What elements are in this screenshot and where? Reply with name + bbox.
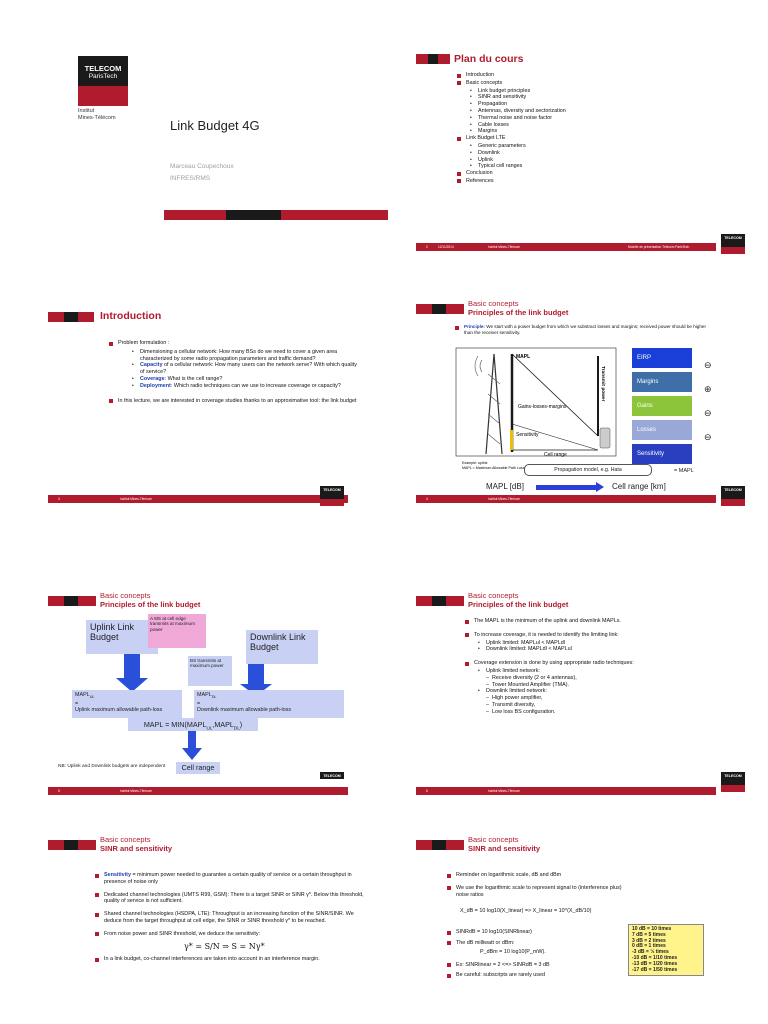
author: Marceau Coupechoux xyxy=(170,163,234,170)
page-number: 2 xyxy=(426,244,428,249)
dbm-formula: P_dBm = 10 log10(P_mW). xyxy=(480,948,546,955)
budget-box-losses: Losses xyxy=(632,420,692,440)
sub-bullet: • Downlink limited: MAPLdl < MAPLul xyxy=(464,646,734,653)
sub-sub-bullet: – Tower Mounted Amplifier (TMA). xyxy=(464,682,734,689)
bullet: The dB milliwatt or dBm: xyxy=(446,940,626,947)
sub-bullet: • Dimensioning a cellular network: How many BSs do we need to cover a given area characterized by some radio propagation parameters and traffic demand? xyxy=(118,349,358,363)
footer-date: 12/11/2014 xyxy=(438,244,454,249)
bullet: In a link budget, co-channel interferences are taken into account in an interference margin. xyxy=(94,956,364,963)
sign-icon: ⊖ xyxy=(704,360,712,370)
sign-icon: ⊖ xyxy=(704,432,712,442)
slide-body xyxy=(464,618,734,716)
sub-sub-bullet: – High power amplifier, xyxy=(464,695,734,702)
footer-org: Institut Mines-Télécom xyxy=(488,244,521,249)
bullet: References xyxy=(456,178,736,185)
sub-bullet: • Capacity of a cellular network: How many users can the network serve? With which quality of service? xyxy=(118,362,358,376)
mapl-ul-box: $MAPL_{UL}$ = Uplink maximum allowable path-loss xyxy=(72,690,182,718)
budget-box-eirp: EIRP xyxy=(632,348,692,368)
sub-sub-bullet: – Transmit diversity, xyxy=(464,702,734,709)
mapl-def: MAPL = Maximum Allowable Path Loss xyxy=(462,466,525,470)
db-conversion-table xyxy=(628,924,704,976)
table-row: -13 dB = 1/20 times xyxy=(632,960,678,967)
telecom-logo-mini: TELECOM xyxy=(721,772,745,792)
mapl-min-box: MAPL = $MIN(MAPL_{UL},MAPL_{DL})$ xyxy=(128,718,258,731)
arrow-head xyxy=(596,482,604,492)
title-bars xyxy=(416,304,464,314)
slide-title: Basic concepts Principles of the link budget xyxy=(468,591,569,609)
sub-bullet: • Margins xyxy=(456,128,736,135)
table-row: -10 dB = 1/10 times xyxy=(632,954,678,961)
telecom-logo-mini: TELECOM xyxy=(721,486,745,506)
sub-bullet: • Typical cell ranges xyxy=(456,163,736,170)
phone-icon xyxy=(600,428,610,448)
tower-icon xyxy=(475,354,502,454)
bullet: Basic concepts xyxy=(456,80,736,87)
sub-bullet: • Propagation xyxy=(456,101,736,108)
slide-title: Introduction xyxy=(100,310,162,322)
downlink-box: Downlink Link Budget xyxy=(246,630,318,664)
bottom-bars xyxy=(164,210,388,220)
bullet: Shared channel technologies (HSDPA, LTE): Throughput is an increasing function of the SINR/SINR. We deduce from the target throughput at cell edge, the SINR or SINR threshold γ* to be reached. xyxy=(94,911,364,925)
sub-bullet: • Cable losses xyxy=(456,122,736,129)
telecom-logo-mini: TELECOM xyxy=(721,234,745,254)
sub-bullet: • Link budget principles xyxy=(456,88,736,95)
logo-text: TELECOM xyxy=(84,64,122,73)
transmit-power-label: Transmit power xyxy=(600,366,605,402)
mapl-db: MAPL [dB] xyxy=(486,482,524,491)
sub-bullet: • Uplink limited network: xyxy=(464,668,734,675)
title-bars xyxy=(48,840,96,850)
slide-title: Basic concepts Principles of the link budget xyxy=(468,299,569,317)
sub-bullet: • Antennas, diversity and sectorization xyxy=(456,108,736,115)
slide-title: Plan du cours xyxy=(454,53,524,65)
mines-label: Mines-Télécom xyxy=(78,115,116,121)
slide-body xyxy=(446,872,626,982)
budget-box-sensitivity: Sensitivity xyxy=(632,444,692,464)
cell-range-box: Cell range xyxy=(176,762,220,774)
bullet: Introduction xyxy=(456,72,736,79)
table-row: -3 dB = ½ times xyxy=(632,949,669,956)
slide-2 xyxy=(416,30,756,275)
slide-title: Basic concepts SINR and sensitivity xyxy=(100,835,173,853)
logo-red-band xyxy=(78,86,128,106)
principle: Principle: We start with a power budget from which we substract losses and margins; received power should be higher than the receiver sensitivity. xyxy=(454,324,714,338)
sub-bullet: • Uplink limited: MAPLul < MAPLdl xyxy=(464,640,734,647)
bullet: Sensitivity = minimum power needed to guarantee a certain quality of service or a certain throughput in presence of noise only xyxy=(94,872,364,886)
sub-bullet: • SINR and sensitivity xyxy=(456,94,736,101)
mapl-label: MAPL xyxy=(516,354,531,360)
table-row: 10 dB = 10 times xyxy=(632,926,672,932)
slide-title: Link Budget 4G xyxy=(170,118,260,133)
mapl-to-range-arrow xyxy=(536,485,596,490)
sign-icon: ⊖ xyxy=(704,408,712,418)
sub-bullet: • Downlink limited network: xyxy=(464,688,734,695)
sub-bullet: • Deployment: Which radio techniques can we use to increase coverage or capacity? xyxy=(118,383,358,390)
cell-range-km: Cell range [km] xyxy=(612,482,666,491)
bullet: Ex: SINRlinear = 2 <=> SINRdB = 3 dB xyxy=(446,962,626,969)
bullet: From noise power and SINR threshold, we deduce the sensitivity: xyxy=(94,931,364,938)
bullet: The MAPL is the minimum of the uplink and downlink MAPLs. xyxy=(464,618,734,625)
bullet: In this lecture, we are interested in coverage studies thanks to an approximative tool: the link budget xyxy=(108,398,358,405)
bullet: Coverage extension is done by using appropriate radio techniques: xyxy=(464,660,734,667)
sensitivity-formula: γ* = S/N ⇒ S = Nγ* xyxy=(184,941,265,951)
budget-box-margins: Margins xyxy=(632,372,692,392)
sub-sub-bullet: – Receive diversity (2 or 4 antennas), xyxy=(464,675,734,682)
slide-1 xyxy=(48,30,388,275)
sign-icon: ⊕ xyxy=(704,384,712,394)
table-row: 3 dB = 2 times xyxy=(632,937,666,944)
slide-4 xyxy=(416,282,756,527)
bullet: Be careful: subscripts are rarely used xyxy=(446,972,626,979)
bullet: Dedicated channel technologies (UMTS R99, GSM): There is a target SINR or SINR γ*. Below this threshold, quality of service is not sufficient. xyxy=(94,892,364,906)
title-bars xyxy=(416,596,464,606)
institut-label: Institut xyxy=(78,108,95,114)
sub-bullet: • Thermal noise and noise factor xyxy=(456,115,736,122)
title-bars xyxy=(416,840,464,850)
gains-losses-label: Gains-losses-margins xyxy=(518,404,567,410)
bullet: To increase coverage, it is needed to identify the limiting link: xyxy=(464,632,734,639)
slide-title: Basic concepts SINR and sensitivity xyxy=(468,835,541,853)
budget-box-gains: Gains xyxy=(632,396,692,416)
footer-org: Institut Mines-Télécom xyxy=(488,496,521,501)
page-number: 5 xyxy=(58,788,60,793)
propagation-model-box: Propagation model, e.g. Hata xyxy=(524,464,652,476)
footer-org: Institut Mines-Télécom xyxy=(488,788,521,793)
footer-org: Institut Mines-Télécom xyxy=(120,496,153,501)
slide-7 xyxy=(48,810,388,1024)
sub-sub-bullet: – Low loss BS configuration. xyxy=(464,709,734,716)
page-number: 6 xyxy=(426,788,428,793)
slide-5-footer xyxy=(48,787,348,795)
sub-bullet: • Downlink xyxy=(456,150,736,157)
title-bars xyxy=(416,54,450,64)
bs-note: BS transmits at maximum power xyxy=(188,656,232,686)
example-label: Example: uplink xyxy=(462,461,488,465)
slide-6 xyxy=(416,534,756,804)
sub-bullet: • Uplink xyxy=(456,157,736,164)
db-formula: X_dB = 10 log10(X_linear) => X_linear = 10^(X_dB/10) xyxy=(460,908,592,915)
sub-bullet: • Coverage: What is the cell range? xyxy=(118,376,358,383)
bullet: Problem formulation : • Dimensioning a cellular network: How many BSs do we need to cover a given area characterized by some radio propagation parameters and traffic demand? • Capacity of a cellular network: How many users can the network serve? With which quality of service? • Coverage: What is the cell range? • Deployment: Which radio techniques can we use to increase coverage or capacity? xyxy=(108,340,358,390)
slide-body xyxy=(94,872,364,966)
bullet: Link Budget LTE xyxy=(456,135,736,142)
table-row: -17 dB = 1/50 times xyxy=(632,966,678,973)
logo-subtext: ParisTech xyxy=(88,73,118,80)
sub-bullet: • Generic parameters xyxy=(456,143,736,150)
toc-list xyxy=(456,72,736,186)
sensitivity-label: Sensitivity xyxy=(516,432,539,438)
telecom-logo xyxy=(78,56,128,106)
eq-mapl: = MAPL xyxy=(674,468,694,474)
bullet: Reminder on logarithmic scale, dB and dBm xyxy=(446,872,626,879)
telecom-logo-mini: TELECOM xyxy=(320,772,344,779)
bullet: SINRdB = 10 log10(SINRlinear) xyxy=(446,929,626,936)
arrows xyxy=(48,534,388,779)
slide-8 xyxy=(416,810,756,1024)
mapl-dl-box: $MAPL_{DL}$ = Downlink maximum allowable path-loss xyxy=(194,690,344,718)
table-row: 7 dB = 5 times xyxy=(632,931,666,938)
cell-range-label: Cell range xyxy=(544,452,567,458)
ms-note: A MS at cell edge transmits at maximum power xyxy=(148,614,206,648)
page-number: 3 xyxy=(58,496,60,501)
footer-org: Institut Mines-Télécom xyxy=(120,788,153,793)
department: INFRES/RMS xyxy=(170,175,211,182)
footer-model: Modèle de présentation Télécom ParisTech xyxy=(628,244,690,249)
footer xyxy=(416,243,756,253)
slide-5 xyxy=(48,534,388,779)
bullet: Conclusion xyxy=(456,170,736,177)
slide-title: Basic concepts Principles of the link budget xyxy=(100,591,201,609)
slide-3 xyxy=(48,282,388,527)
slide-body xyxy=(108,340,358,407)
bullet: We use the logarithmic scale to represent signal to (interference plus) noise ratios xyxy=(446,885,626,899)
title-bars xyxy=(48,312,94,322)
page-number: 4 xyxy=(426,496,428,501)
telecom-logo-mini: TELECOM xyxy=(320,486,344,506)
uplink-box: Uplink Link Budget xyxy=(86,620,158,654)
footer xyxy=(416,787,756,797)
nb-note: NB: Uplink and Downlink budgets are independent xyxy=(58,764,166,769)
footer xyxy=(416,495,756,505)
table-row: 0 dB = 1 times xyxy=(632,943,666,950)
